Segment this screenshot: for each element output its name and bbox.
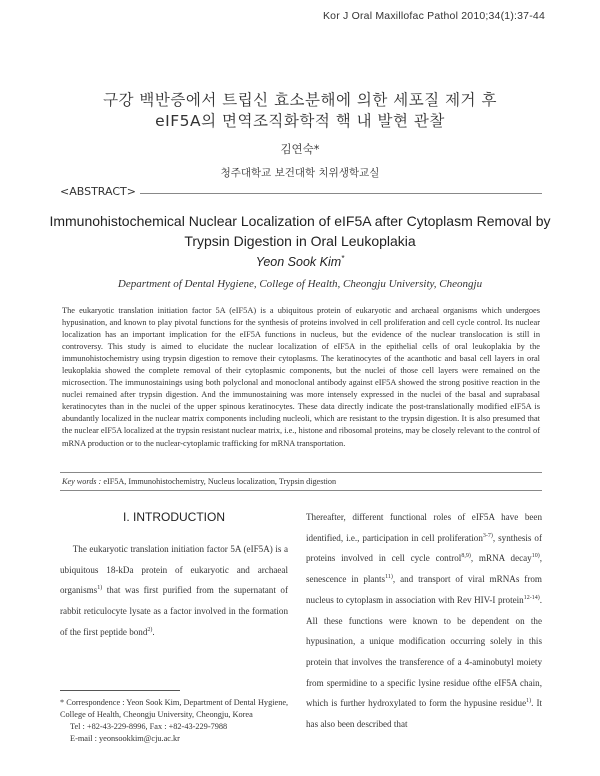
keywords-top-rule	[60, 472, 542, 473]
english-title	[0, 211, 600, 251]
footnote-email: E-mail : yeonsookkim@cju.ac.kr	[70, 734, 180, 743]
section-heading-introduction: I. INTRODUCTION	[123, 510, 225, 524]
keywords-bottom-rule	[60, 490, 542, 491]
english-author-name: Yeon Sook Kim	[255, 255, 342, 269]
right-column-text	[306, 507, 542, 735]
abstract-body	[62, 305, 540, 450]
abstract-header: <ABSTRACT>	[60, 185, 136, 198]
intro-paragraph-1: The eukaryotic translation initiation factor 5A (eIF5A) is a ubiquitous 18-kDa protein of eukaryotic and archaeal organisms$^{1)}$ that was first purified from the supernatant of rabbit reticulocyte lysate as a factor involved in the formation of the first peptide bond$^{2)}$.	[60, 544, 288, 637]
intro-paragraph-2: Thereafter, different functional roles of eIF5A have been identified, i.e., participation in cell proliferation$^{3-7)}$, synthesis of proteins involved in cell cycle control$^{8,9)}$, mRNA decay$^{10)}$, senescence in plants$^{11)}$, and transport of viral mRNAs from nucleus to cytoplasm in association with Rev HIV-I protein$^{12-14)}$. All these functions were known to be dependent on the hypusination, a unique modification occurring solely in this protein that involves the transference of a 4-aminobutyl moiety from spermidine to a specific lysine residue ofthe eIF5A chain, which is further hydroxylated to form the hypusine residue$^{1)}$. It has also been described that	[306, 512, 543, 730]
abstract-text: The eukaryotic translation initiation factor 5A (eIF5A) is a ubiquitous protein of eukaryotic and archaeal organisms which undergoes hypusination, and known to play pivotal functions for the synthesis of proteins involved in cell proliferation and cell cycle control. Its nuclear localization has an important implication for the eIF5A functions in nucleus, but the evidence of the nuclear translocation is still in controversy. This study is aimed to elucidate the nuclear localization of eIF5A in the epithelial cells of oral leukoplakia by the immunohistochemistry using trypsin digestion to remove their cytoplasms. The keratinocytes of the acanthotic and basal cell layers in oral leukoplakia showed the complete removal of their cytoplasmic components, but the nuclei of those cell layers were remained on the microsection. The immunostainings using both polyclonal and monoclonal antibody against eIF5A showed the strong positive reaction in the nuclei remained after trypsin digestion. And the immunostaining was more intensely expressed in the nuclei of the basal and suprabasal keratinocytes than in the nuclei of the upper spinous keratinocytes. These data directly indicate the post-translationally modified eIF5A is abundantly localized in the nuclear matrix components including nucleoli, which are resistant to the trypsin digestion. It is also presumed that the nuclear eIF5A localized at the trypsin resistant nuclear matrix, i.e., histone and ribosomal proteins, may be closely relevant to the control of mRNA production or to the nuclear-cytoplamic trafficking for mRNA transportation.	[62, 306, 540, 448]
journal-citation: Kor J Oral Maxillofac Pathol 2010;34(1):37-44	[322, 10, 545, 22]
left-column-text	[60, 539, 288, 643]
corresponding-author-mark: *	[341, 253, 345, 263]
correspondence-footnote	[60, 697, 290, 745]
footnote-address: * Correspondence : Yeon Sook Kim, Department of Dental Hygiene, College of Health, Cheongju University, Cheongju, Korea	[60, 698, 289, 719]
footnote-phone: Tel : +82-43-229-8996, Fax : +82-43-229-7988	[70, 722, 228, 731]
keywords-line	[62, 477, 336, 486]
abstract-header-rule	[140, 193, 542, 194]
footnote-rule	[60, 690, 180, 691]
korean-title-line-2: eIF5A의 면역조직화학적 핵 내 발현 관찰	[155, 112, 445, 130]
korean-title-line-1: 구강 백반증에서 트립신 효소분해에 의한 세포질 제거 후	[103, 91, 497, 109]
keywords-list: eIF5A, Immunohistochemistry, Nucleus localization, Trypsin digestion	[103, 477, 337, 486]
english-author	[0, 255, 600, 269]
english-title-line-1: Immunohistochemical Nuclear Localization of eIF5A after Cytoplasm Removal by	[49, 213, 551, 229]
korean-title	[0, 90, 600, 132]
english-department: Department of Dental Hygiene, College of Health, Cheongju University, Cheongju	[117, 278, 483, 290]
english-title-line-2: Trypsin Digestion in Oral Leukoplakia	[184, 233, 416, 249]
keywords-label: Key words :	[62, 477, 102, 486]
korean-affiliation: 청주대학교 보건대학 치위생학교실	[220, 167, 380, 179]
korean-author: 김연숙*	[280, 142, 320, 156]
